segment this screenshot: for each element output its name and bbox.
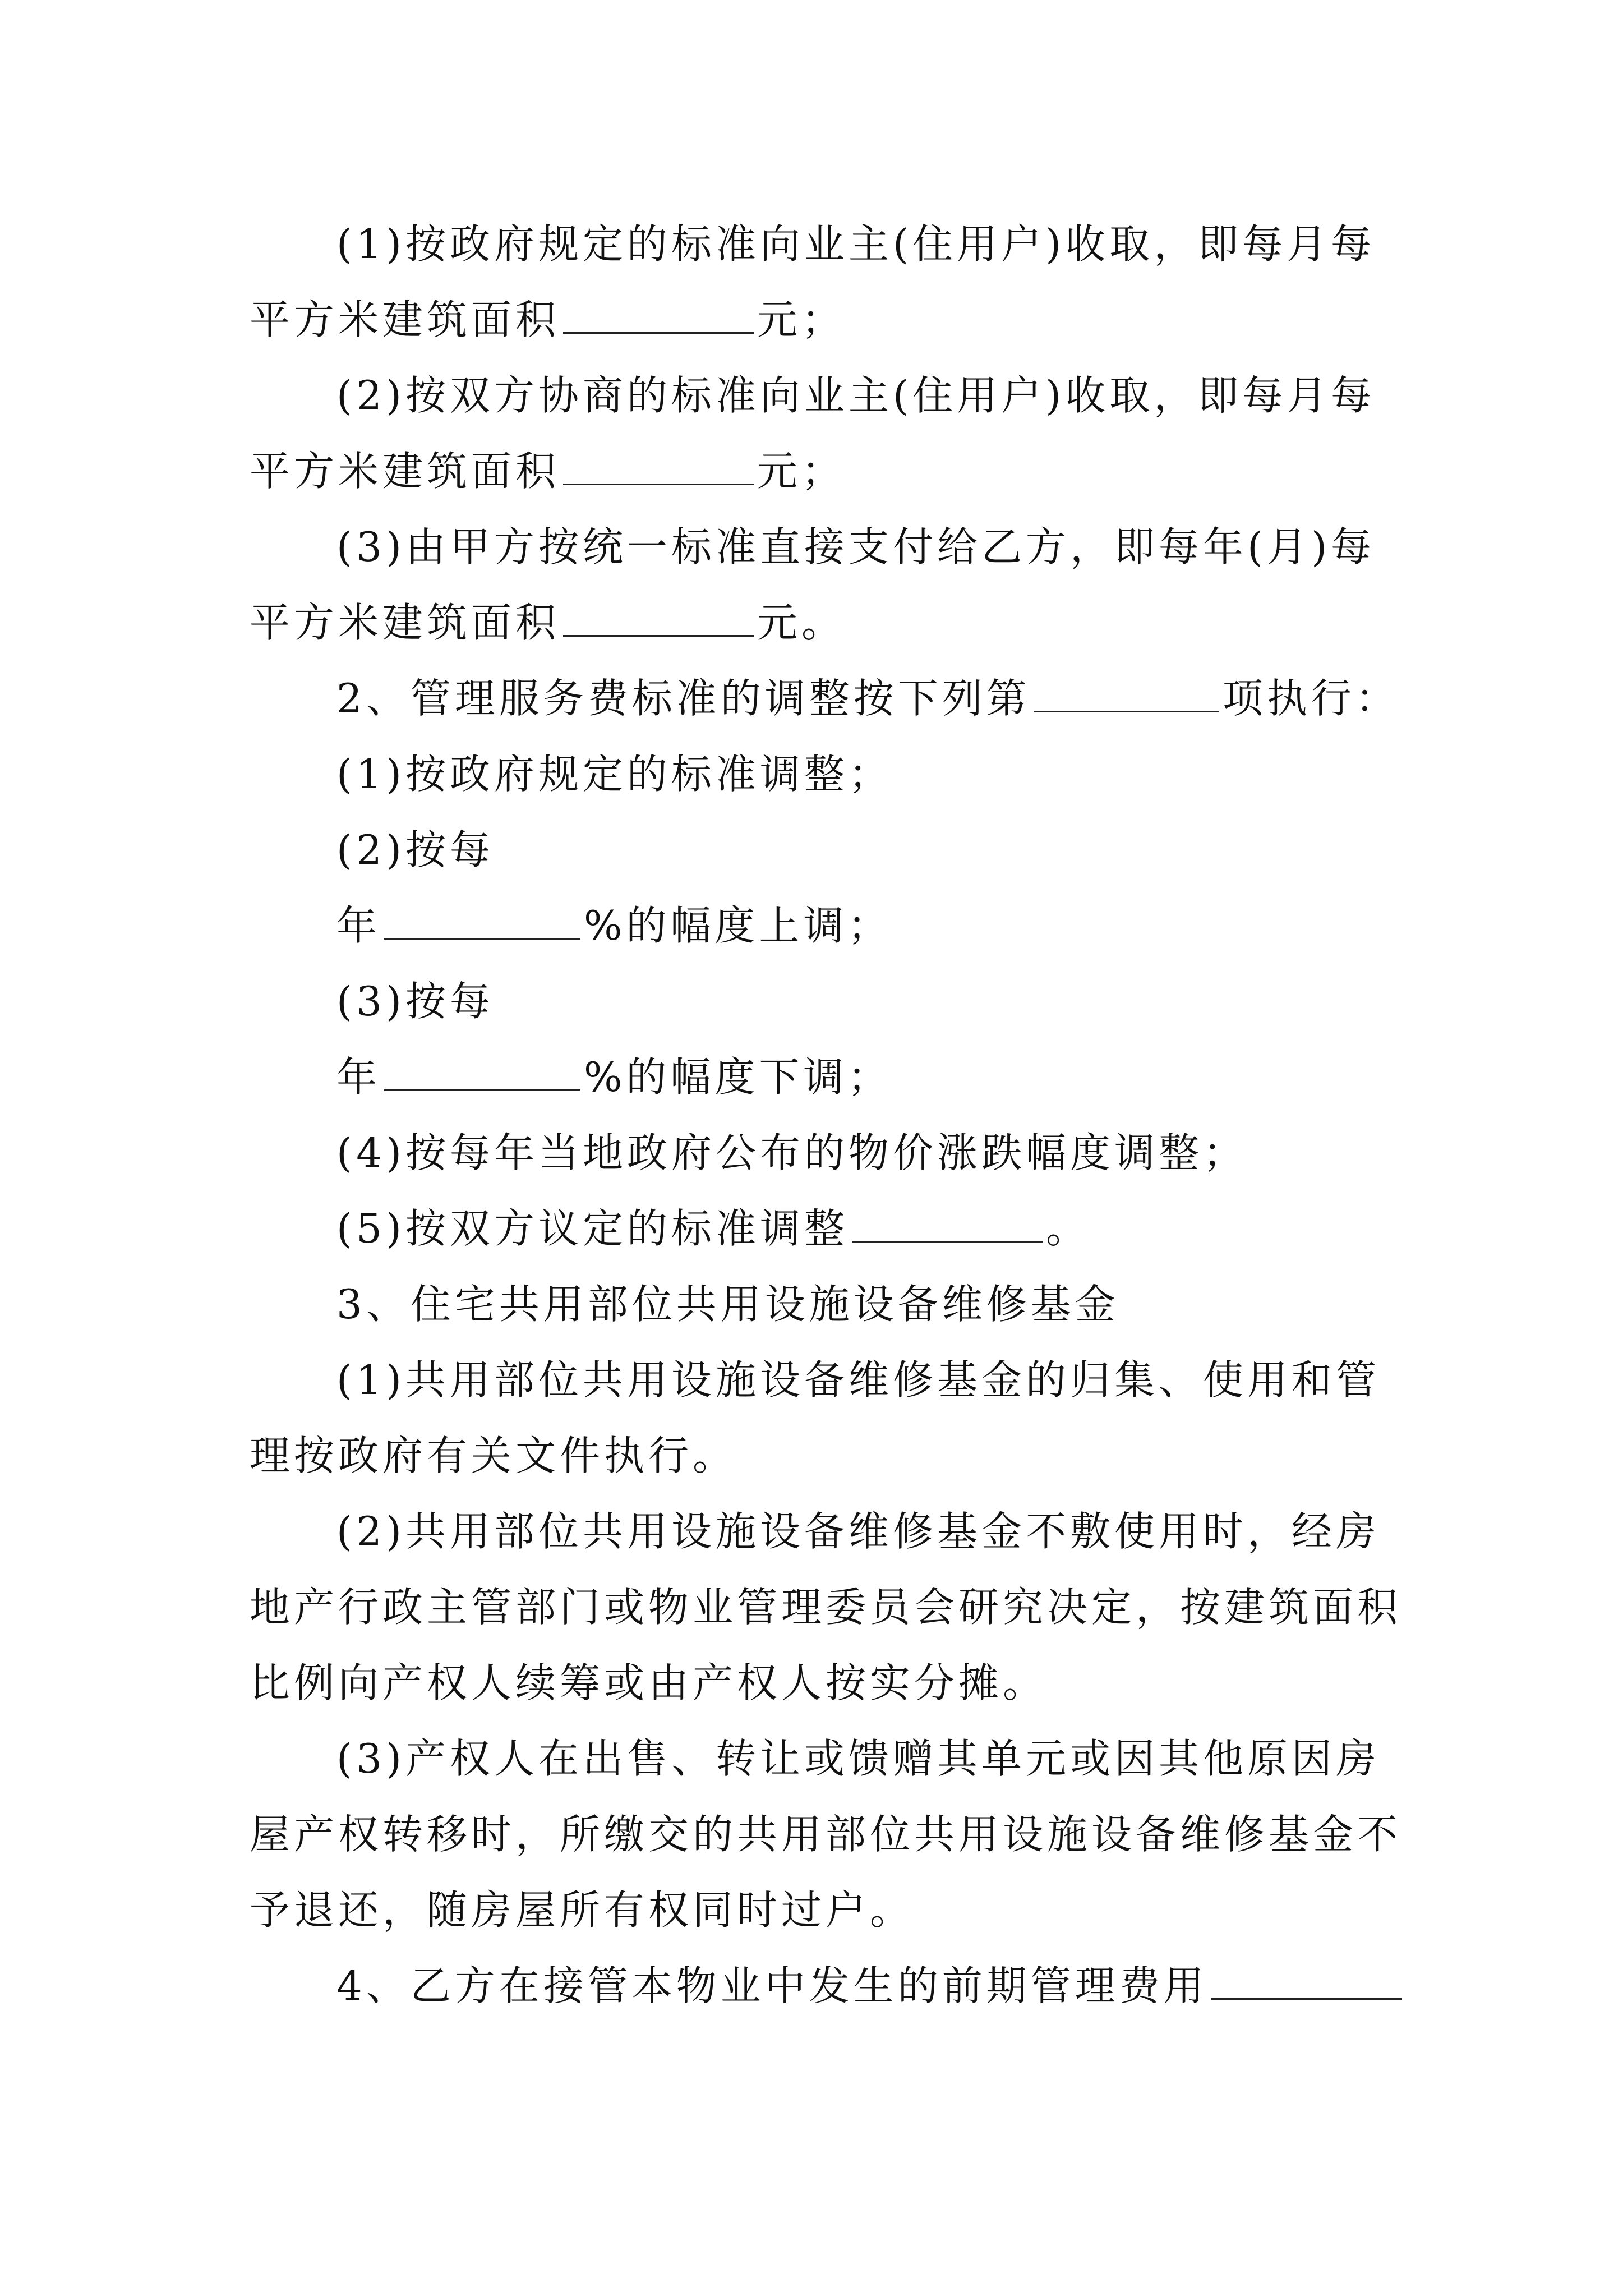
line-text: 地产行政主管部门或物业管理委员会研究决定，按建筑面积 [250, 1584, 1402, 1631]
line-text: %的幅度上调； [584, 902, 892, 949]
line-text: 平方米建筑面积 [250, 296, 560, 343]
line-text: (4)按每年当地政府公布的物价涨跌幅度调整； [336, 1129, 1247, 1176]
fill-in-blank [384, 1050, 580, 1091]
line-text: (1)共用部位共用设施设备维修基金的归集、使用和管 [336, 1356, 1380, 1404]
text-line [336, 1503, 1380, 1559]
text-line [250, 443, 846, 499]
line-text: (5)按双方议定的标准调整 [336, 1205, 849, 1252]
text-line [250, 1882, 914, 1938]
line-text: 4、乙方在接管本物业中发生的前期管理费用 [336, 1962, 1208, 2009]
fill-in-blank [852, 1202, 1043, 1243]
text-line [250, 1806, 1401, 1862]
line-text: 元。 [757, 599, 846, 646]
line-text: (1)按政府规定的标准调整； [336, 751, 893, 798]
text-line [336, 1731, 1380, 1787]
fill-in-blank [384, 899, 580, 940]
text-line [336, 898, 892, 954]
line-text: 予退还，随房屋所有权同时过户。 [250, 1887, 915, 1934]
line-text: (1)按政府规定的标准向业主(住用户)收取，即每月每 [336, 220, 1376, 268]
line-text: (3)由甲方按统一标准直接支付给乙方，即每年(月)每 [336, 523, 1376, 570]
line-text: 3、住宅共用部位共用设施设备维修基金 [336, 1281, 1119, 1328]
line-text: 元； [757, 448, 846, 495]
line-text: 项执行： [1222, 675, 1400, 722]
text-line [250, 1428, 737, 1484]
text-line [336, 1958, 1405, 2014]
text-line [250, 1579, 1401, 1635]
fill-in-blank [563, 596, 754, 637]
text-line [336, 1276, 1119, 1332]
fill-in-blank [1211, 1959, 1402, 2000]
line-text: 2、管理服务费标准的调整按下列第 [336, 675, 1031, 722]
text-line [336, 973, 494, 1029]
line-text: (2)共用部位共用设施设备维修基金不敷使用时，经房 [336, 1508, 1380, 1555]
text-line [336, 822, 494, 878]
line-text: (2)按每 [336, 826, 494, 873]
line-text: 屋产权转移时，所缴交的共用部位共用设施设备维修基金不 [250, 1811, 1402, 1858]
text-line [336, 1352, 1380, 1408]
line-text: 平方米建筑面积 [250, 599, 560, 646]
line-text: 年 [336, 1053, 381, 1101]
text-line [336, 519, 1375, 575]
fill-in-blank [563, 293, 754, 334]
line-text: %的幅度下调； [584, 1053, 892, 1101]
line-text: (2)按双方协商的标准向业主(住用户)收取，即每月每 [336, 372, 1376, 419]
text-line [250, 595, 846, 651]
text-line [250, 292, 846, 348]
text-line [250, 1655, 1047, 1711]
line-text: 理按政府有关文件执行。 [250, 1432, 737, 1479]
text-line [336, 1125, 1247, 1181]
text-line [336, 367, 1375, 424]
text-line [336, 670, 1400, 726]
line-text: (3)产权人在出售、转让或馈赠其单元或因其他原因房 [336, 1735, 1380, 1782]
text-line [336, 746, 893, 802]
fill-in-blank [1034, 671, 1219, 712]
line-text: 比例向产权人续筹或由产权人按实分摊。 [250, 1659, 1048, 1706]
line-text: 。 [1046, 1205, 1091, 1252]
line-text: 年 [336, 902, 381, 949]
fill-in-blank [563, 444, 754, 485]
text-line [336, 216, 1375, 272]
text-line [336, 1049, 892, 1105]
text-line [336, 1200, 1090, 1257]
line-text: 元； [757, 296, 846, 343]
line-text: 平方米建筑面积 [250, 448, 560, 495]
line-text: (3)按每 [336, 978, 494, 1025]
